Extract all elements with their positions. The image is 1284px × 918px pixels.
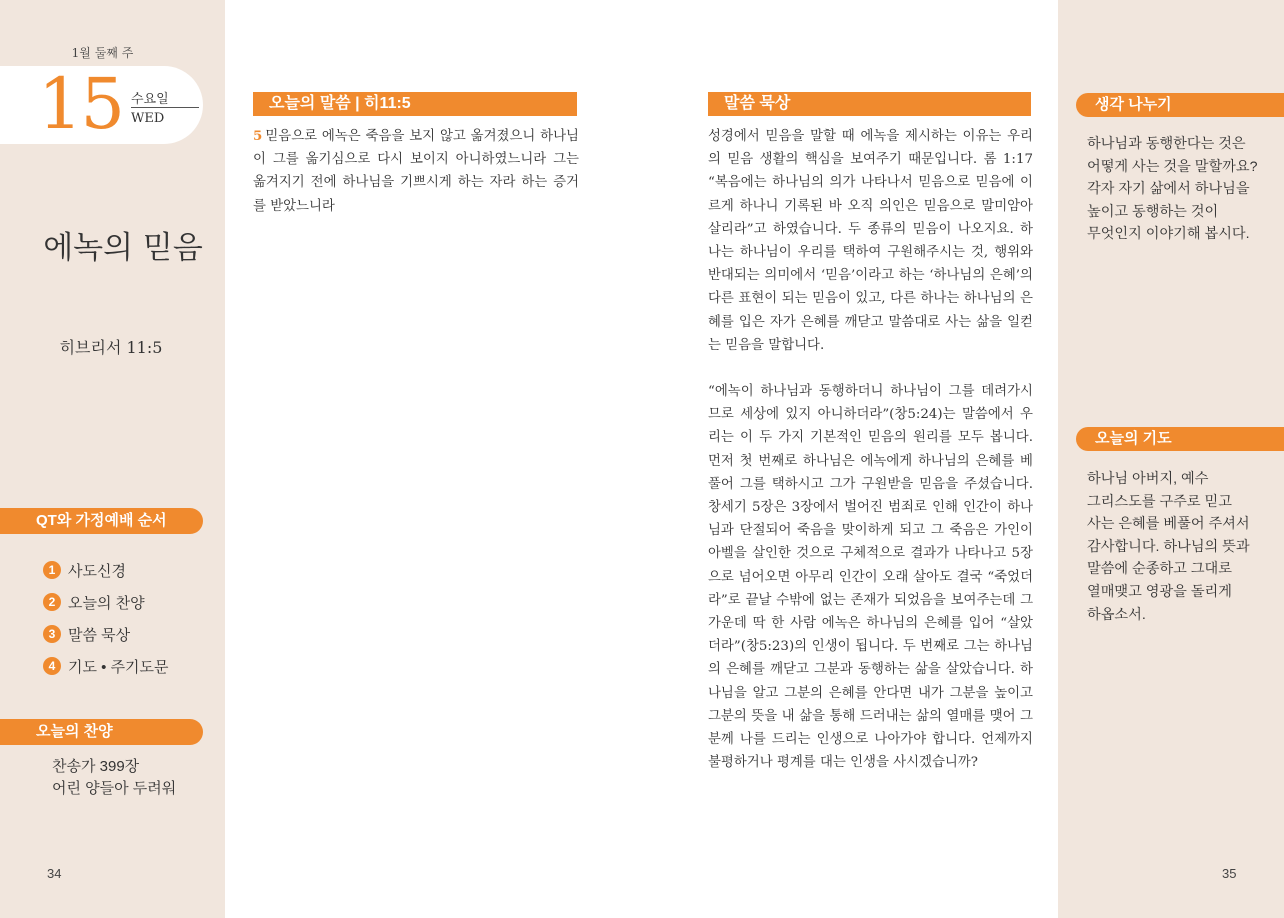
week-label: 1월 둘째 주 [71,46,134,60]
step-label: 기도 • 주기도문 [68,658,169,676]
step-number-badge: 2 [43,593,61,611]
weekday-english: WED [131,111,165,126]
step-number-badge: 3 [43,625,61,643]
prayer-heading: 오늘의 기도 [1076,427,1284,451]
verse-number: 5 [253,128,263,144]
page-title: 에녹의 믿음 [43,230,203,266]
text-line: 각자 자기 삶에서 하나님을 [1087,181,1250,198]
step-label: 말씀 묵상 [68,626,131,644]
text-line: 열매맺고 영광을 돌리게 [1087,583,1232,600]
hymn-title: 어린 양들아 두려워 [52,780,177,797]
page-number-left: 34 [47,866,62,881]
text-line: 하나님 아버지, 예수 [1087,471,1209,487]
text-line: 하옵소서. [1087,606,1146,623]
weekday-divider [131,107,199,108]
list-item [43,554,169,586]
qt-order-list [43,554,169,682]
text-line: 감사합니다. 하나님의 뜻과 [1087,538,1250,555]
verse-body: 믿음으로 에녹은 죽음을 보지 않고 옮겨졌으니 하나님이 그를 옮기심으로 다시 보이지 아니하였느니라 그는 옮겨지기 전에 하나님을 기쁘시게 하는 자라 하는 증거를 받았느니라 [253,129,579,214]
text-line: 그리스도를 구주로 믿고 [1087,493,1232,510]
step-label: 오늘의 찬양 [68,594,145,612]
meditation-body [708,125,1033,774]
prayer-text [1087,468,1250,626]
day-number: 15 [38,63,124,145]
text-line: 사는 은혜를 베풀어 주셔서 [1087,516,1250,533]
hymn-heading: 오늘의 찬양 [0,719,203,745]
meditation-heading: 말씀 묵상 [708,92,1031,116]
text-line: 무엇인지 이야기해 봅시다. [1087,226,1250,243]
weekday-korean: 수요일 [131,92,169,107]
meditation-paragraph: “에녹이 하나님과 동행하더니 하나님이 그를 데려가시므로 세상에 있지 아니하더라”(창5:24)는 말씀에서 우리는 이 두 가지 기본적인 믿음의 원리를 모두 봅니다. 먼저 첫 번째로 하나님은 에녹에게 하나님의 은혜를 베풀어 그를 택하시고 그가 구원받을 믿음을 주셨습니다. 창세기 5장은 3장에서 벌어진 범죄로 인해 인간이 하나님과 단절되어 죽음을 맞이하게 되고 그 죽음은 가인이 아벨을 살인한 것으로 구체적으로 결과가 나타나고 5장으로 넘어오면 아무리 인간이 오래 살아도 결국 “죽었더라”로 끝날 수밖에 없는 존재가 되었음을 보여주는데 그 가운데 딱 한 사람 에녹은 하나님의 은혜를 입어 “살았더라”(창5:23)의 인생이 됩니다. 두 번째로 그는 하나님의 은혜를 깨닫고 그분과 동행하는 삶을 살았습니다. 하나님을 알고 그분의 은혜를 안다면 내가 그분을 높이고 그분의 뜻을 내 삶을 통해 드러내는 삶의 열매를 맺어 그분께 나를 드리는 인생으로 나아가야 합니다. 언제까지 불평하거나 평계를 대는 인생을 사시겠습니까? [708,384,1033,771]
list-item [43,586,169,618]
qt-order-heading: QT와 가정예배 순서 [0,508,203,534]
hymn-number: 찬송가 399장 [52,758,140,775]
meditation-paragraph: 성경에서 믿음을 말할 때 에녹을 제시하는 이유는 우리의 믿음 생활의 핵심을 보여주기 때문입니다. 롬 1:17 “복음에는 하나님의 의가 나타나서 믿음으로 믿음에 이르게 하나니 기록된 바 오직 의인은 믿음으로 말미암아 살리라”고 하였습니다. 두 종류의 믿음이 나오지요. 하나는 하나님이 우리를 택하여 구원해주시는 것, 행위와 반대되는 의미에서 ‘믿음’이라고 하는 ‘하나님의 은혜’의 다른 표현이 되는 믿음이 있고, 다른 하나는 하나님의 은혜를 입은 자가 은혜를 깨닫고 말씀대로 사는 삶을 일컫는 믿음을 말합니다. [708,129,1033,353]
list-item [43,650,169,682]
list-item [43,618,169,650]
text-line: 어떻게 사는 것을 말할까요? [1087,158,1258,175]
scripture-reference: 히브리서 11:5 [59,338,163,357]
step-number-badge: 4 [43,657,61,675]
word-of-day-heading: 오늘의 말씀 | 히11:5 [253,92,577,116]
text-line: 하나님과 동행한다는 것은 [1087,136,1246,152]
share-thoughts-text [1087,133,1257,246]
verse-text [253,125,579,218]
share-thoughts-heading: 생각 나누기 [1076,93,1284,117]
page-number-right: 35 [1222,866,1237,881]
step-number-badge: 1 [43,561,61,579]
text-line: 높이고 동행하는 것이 [1087,203,1219,220]
text-line: 말씀에 순종하고 그대로 [1087,561,1232,578]
step-label: 사도신경 [68,562,126,580]
hymn-text [52,756,176,800]
